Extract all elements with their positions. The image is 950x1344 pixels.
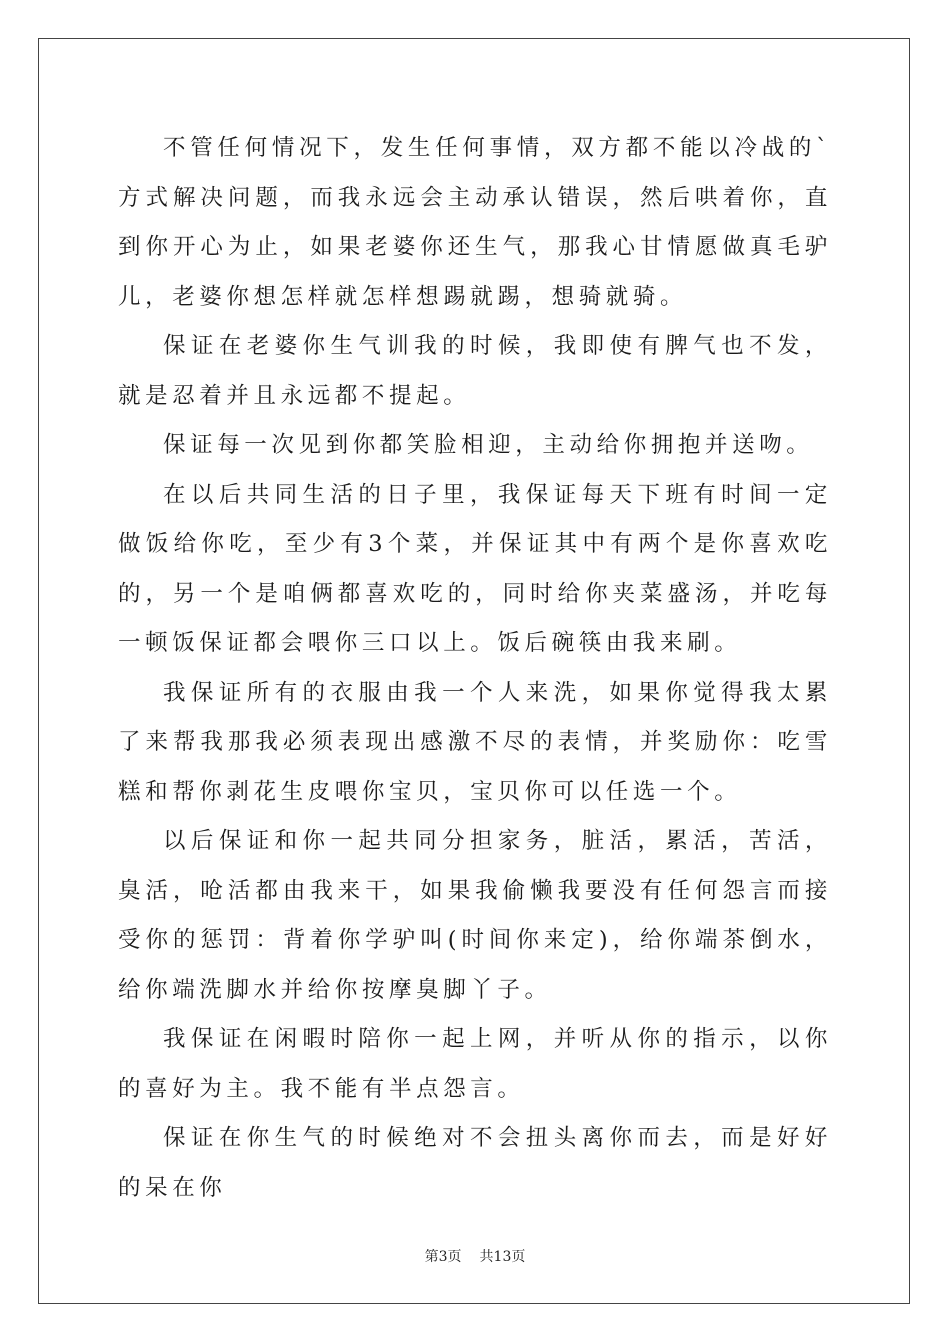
paragraph-2: 保证在老婆你生气训我的时候，我即使有脾气也不发，就是忍着并且永远都不提起。 xyxy=(118,333,832,409)
paragraph-7: 我保证在闲暇时陪你一起上网，并听从你的指示，以你的喜好为主。我不能有半点怨言。 xyxy=(118,1026,832,1102)
page-number: 第3页 xyxy=(424,1249,462,1265)
document-body xyxy=(118,124,832,1213)
paragraph-4: 在以后共同生活的日子里，我保证每天下班有时间一定做饭给你吃，至少有3个菜，并保证其中有两个是你喜欢吃的，另一个是咱俩都喜欢吃的，同时给你夹菜盛汤，并吃每一顿饭保证都会喂你三口以上。饭后碗筷由我来刷。 xyxy=(118,481,832,656)
paragraph-3: 保证每一次见到你都笑脸相迎，主动给你拥抱并送吻。 xyxy=(163,432,814,458)
paragraph-5: 我保证所有的衣服由我一个人来洗，如果你觉得我太累了来帮我那我必须表现出感激不尽的表情，并奖励你：吃雪糕和帮你剥花生皮喂你宝贝，宝贝你可以任选一个。 xyxy=(118,679,832,805)
page-total: 共13页 xyxy=(479,1249,526,1265)
paragraph-8: 保证在你生气的时候绝对不会扭头离你而去，而是好好的呆在你 xyxy=(118,1125,832,1201)
page-footer xyxy=(0,1246,950,1266)
paragraph-6: 以后保证和你一起共同分担家务，脏活，累活，苦活，臭活，呛活都由我来干，如果我偷懒我要没有任何怨言而接受你的惩罚：背着你学驴叫(时间你来定)，给你端茶倒水，给你端洗脚水并给你按摩臭脚丫子。 xyxy=(118,828,832,1003)
paragraph-1: 不管任何情况下，发生任何事情，双方都不能以冷战的`方式解决问题，而我永远会主动承认错误，然后哄着你，直到你开心为止，如果老婆你还生气，那我心甘情愿做真毛驴儿，老婆你想怎样就怎样想踢就踢，想骑就骑。 xyxy=(118,135,832,310)
